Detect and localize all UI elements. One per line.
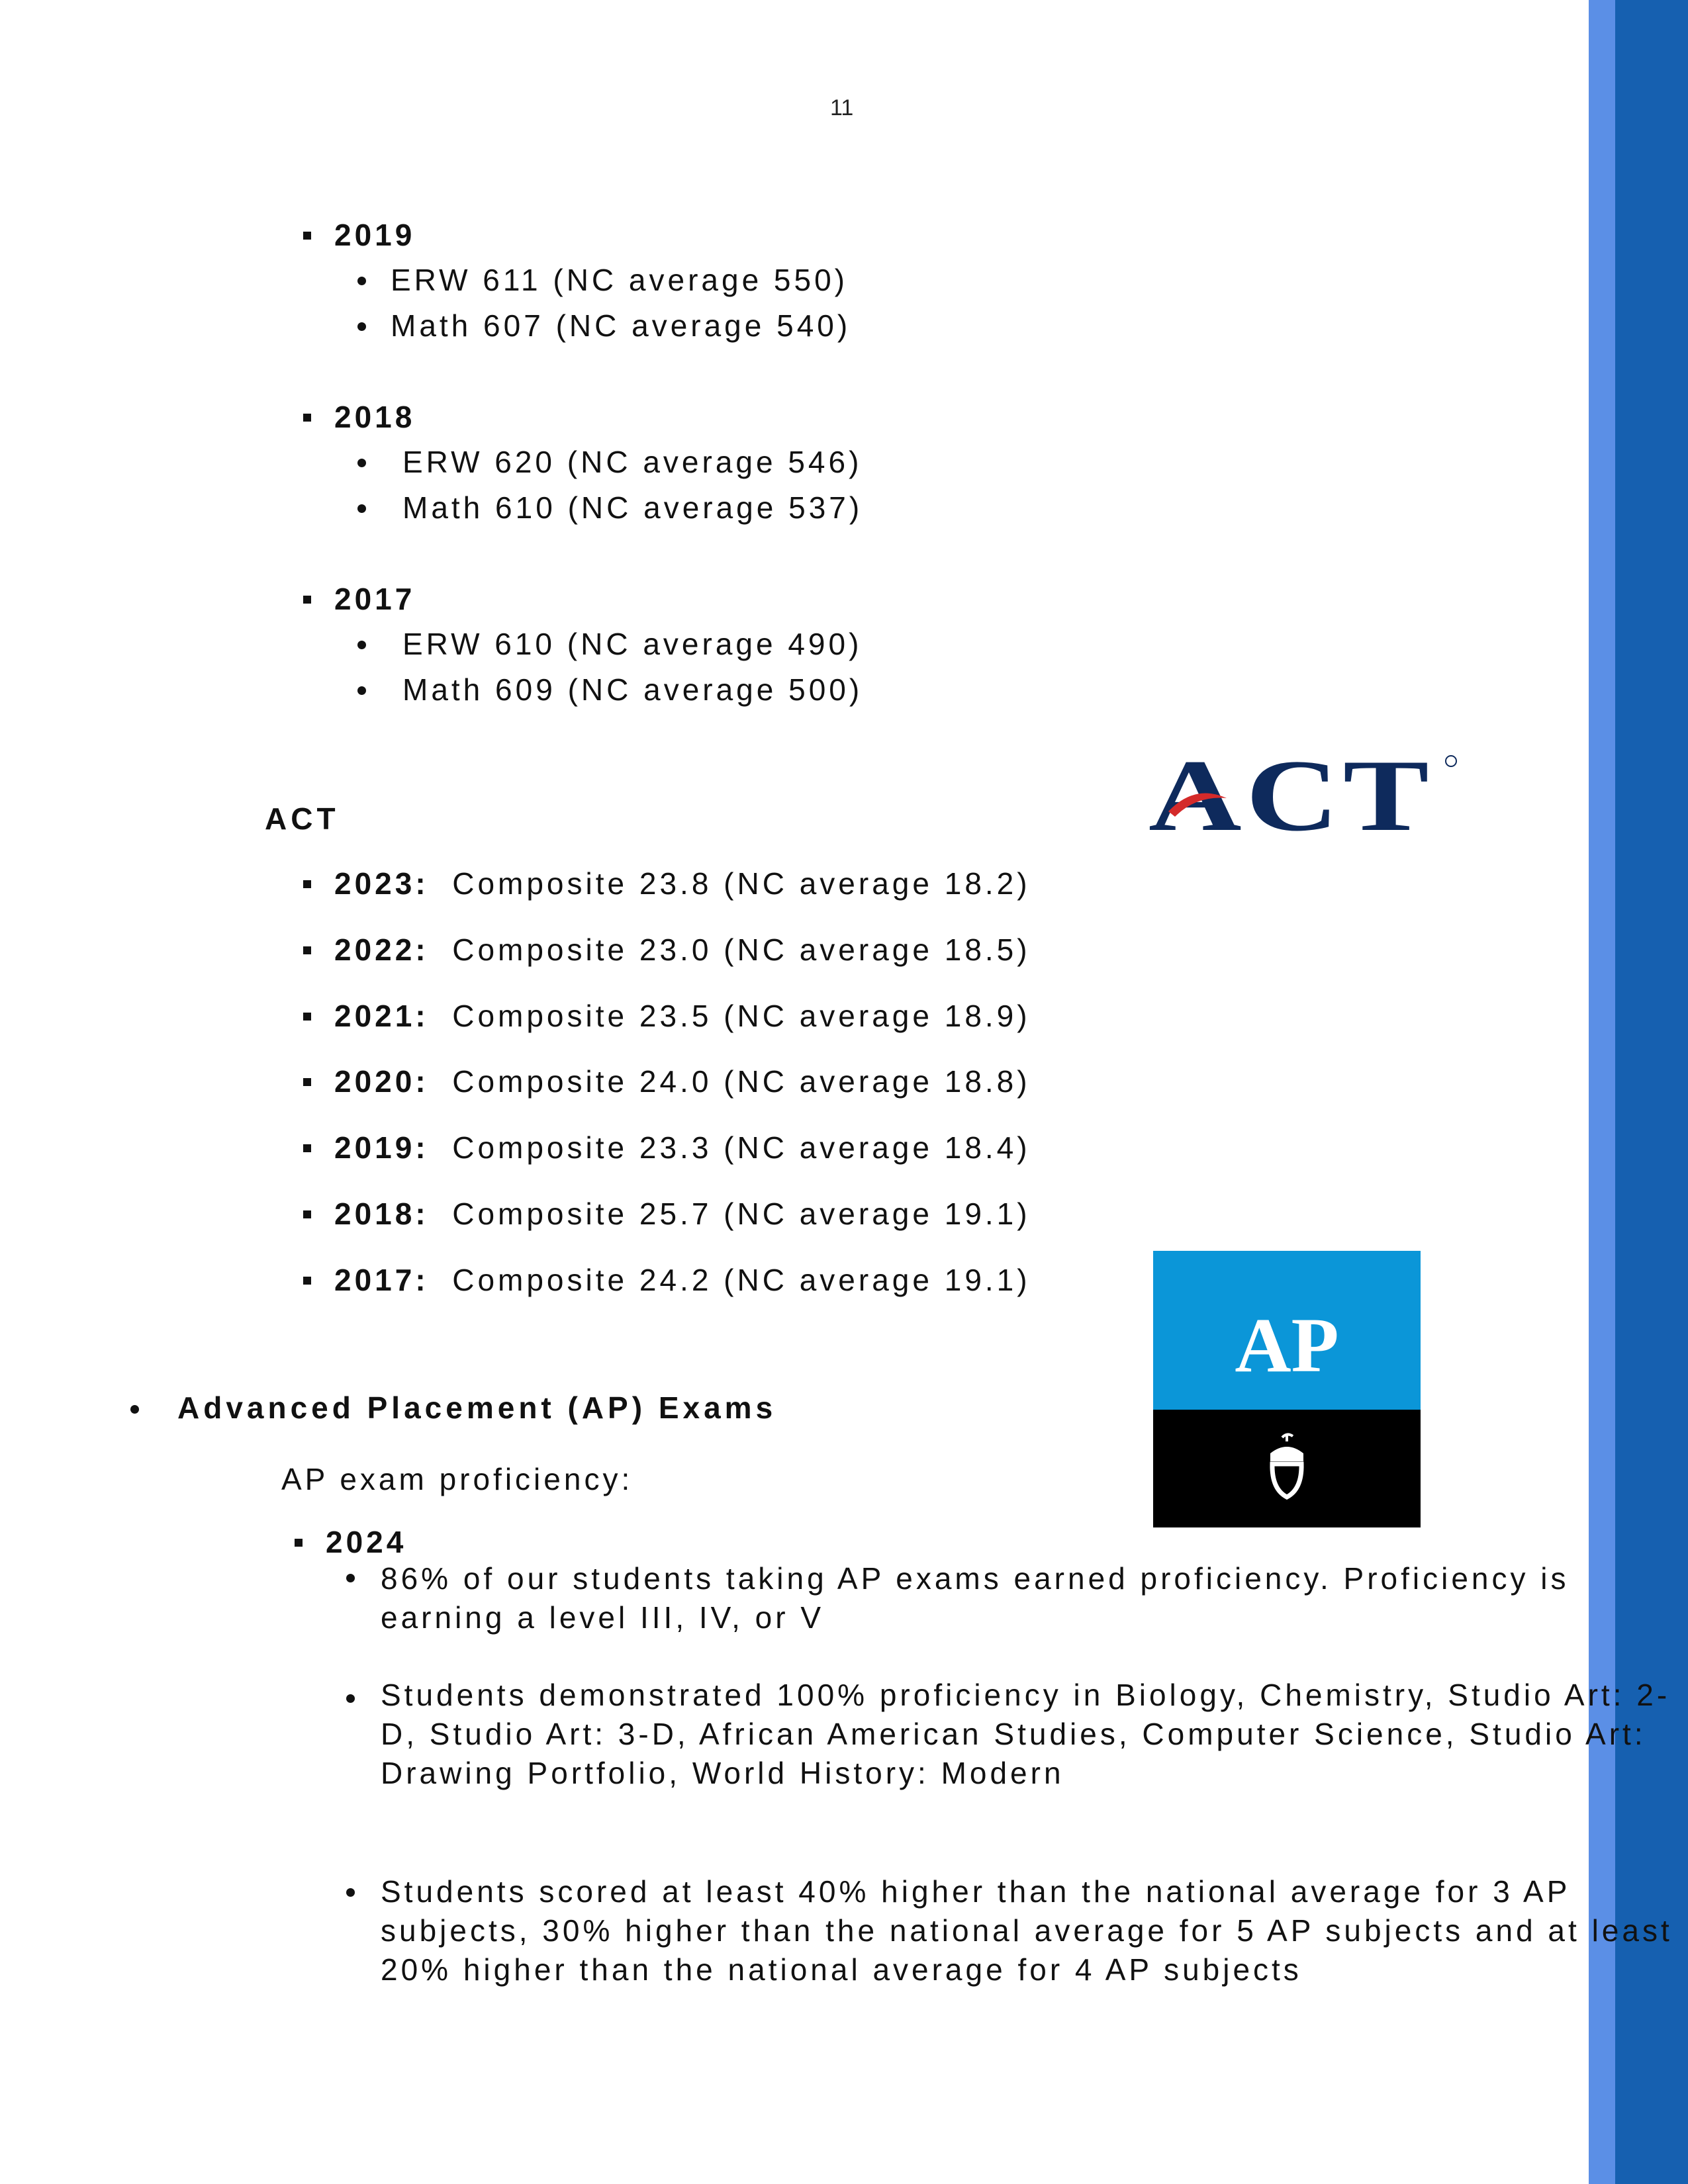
square-bullet-icon (303, 1277, 311, 1285)
act-score: Composite 23.8 (NC average 18.2) (452, 866, 1031, 901)
square-bullet-icon (295, 1539, 303, 1547)
sat-year: 2017 (334, 582, 416, 616)
ap-logo-text: AP (1235, 1302, 1339, 1388)
square-bullet-icon (303, 1078, 311, 1086)
square-bullet-icon (303, 596, 311, 604)
sat-item: Math 610 (NC average 537) (402, 490, 863, 525)
bullet-icon (346, 1694, 355, 1703)
bullet-icon (357, 459, 366, 467)
acorn-icon (1264, 1431, 1310, 1504)
act-score: Composite 24.2 (NC average 19.1) (452, 1263, 1031, 1297)
square-bullet-icon (303, 1013, 311, 1021)
act-score: Composite 24.0 (NC average 18.8) (452, 1064, 1031, 1099)
sat-item: ERW 620 (NC average 546) (402, 445, 863, 479)
square-bullet-icon (303, 414, 311, 422)
act-year: 2022: (334, 933, 429, 967)
ap-heading: Advanced Placement (AP) Exams (177, 1390, 777, 1425)
bullet-icon (357, 686, 366, 695)
sat-year: 2018 (334, 400, 416, 434)
act-year: 2017: (334, 1263, 429, 1297)
svg-text:ACT: ACT (1149, 748, 1433, 841)
act-score: Composite 23.3 (NC average 18.4) (452, 1130, 1031, 1165)
bullet-icon (357, 322, 366, 331)
bullet-icon (346, 1888, 355, 1897)
sat-item: ERW 611 (NC average 550) (391, 263, 849, 297)
act-row (334, 1196, 1031, 1232)
act-score: Composite 23.0 (NC average 18.5) (452, 933, 1031, 967)
square-bullet-icon (303, 946, 311, 954)
ap-logo (1153, 1251, 1421, 1527)
sidebar-stripe-light (1589, 0, 1615, 2184)
square-bullet-icon (303, 880, 311, 888)
act-score: Composite 23.5 (NC average 18.9) (452, 999, 1031, 1033)
act-row (334, 866, 1031, 901)
bullet-icon (357, 504, 366, 513)
act-heading: ACT (265, 801, 340, 836)
sidebar-stripe-dark (1615, 0, 1688, 2184)
act-logo (1149, 748, 1466, 841)
act-row (334, 1064, 1031, 1099)
bullet-icon (346, 1574, 355, 1582)
page-number: 11 (830, 95, 854, 120)
ap-subheading: AP exam proficiency: (281, 1462, 633, 1496)
bullet-icon (357, 277, 366, 285)
act-year: 2023: (334, 866, 429, 901)
act-row (334, 998, 1031, 1034)
act-row (334, 1130, 1031, 1165)
act-row (334, 932, 1031, 968)
act-year: 2018: (334, 1197, 429, 1231)
act-year: 2019: (334, 1130, 429, 1165)
sat-year: 2019 (334, 218, 416, 252)
registered-mark-icon (1446, 756, 1456, 766)
act-row (334, 1262, 1031, 1298)
square-bullet-icon (303, 1144, 311, 1152)
sat-item: Math 607 (NC average 540) (391, 308, 851, 343)
square-bullet-icon (303, 1210, 311, 1218)
sat-item: Math 609 (NC average 500) (402, 672, 863, 707)
bullet-icon (130, 1405, 139, 1414)
ap-year: 2024 (326, 1525, 407, 1559)
act-score: Composite 25.7 (NC average 19.1) (452, 1197, 1031, 1231)
ap-bullet: Students demonstrated 100% proficiency in Biology, Chemistry, Studio Art: 2-D, Studio Art: 3-D, African American Studies, Computer Science, Studio Art: Drawing Portfolio, World History: Modern (381, 1678, 1671, 1790)
act-year: 2021: (334, 999, 429, 1033)
ap-bullet: Students scored at least 40% higher than the national average for 3 AP subjects, 30% higher than the national average for 5 AP subjects and at least 20% higher than the national average for 4 AP subjects (381, 1874, 1673, 1987)
sat-item: ERW 610 (NC average 490) (402, 627, 863, 661)
square-bullet-icon (303, 232, 311, 240)
act-year: 2020: (334, 1064, 429, 1099)
ap-bullet: 86% of our students taking AP exams earned proficiency. Proficiency is earning a level III, IV, or V (381, 1561, 1570, 1635)
bullet-icon (357, 641, 366, 649)
